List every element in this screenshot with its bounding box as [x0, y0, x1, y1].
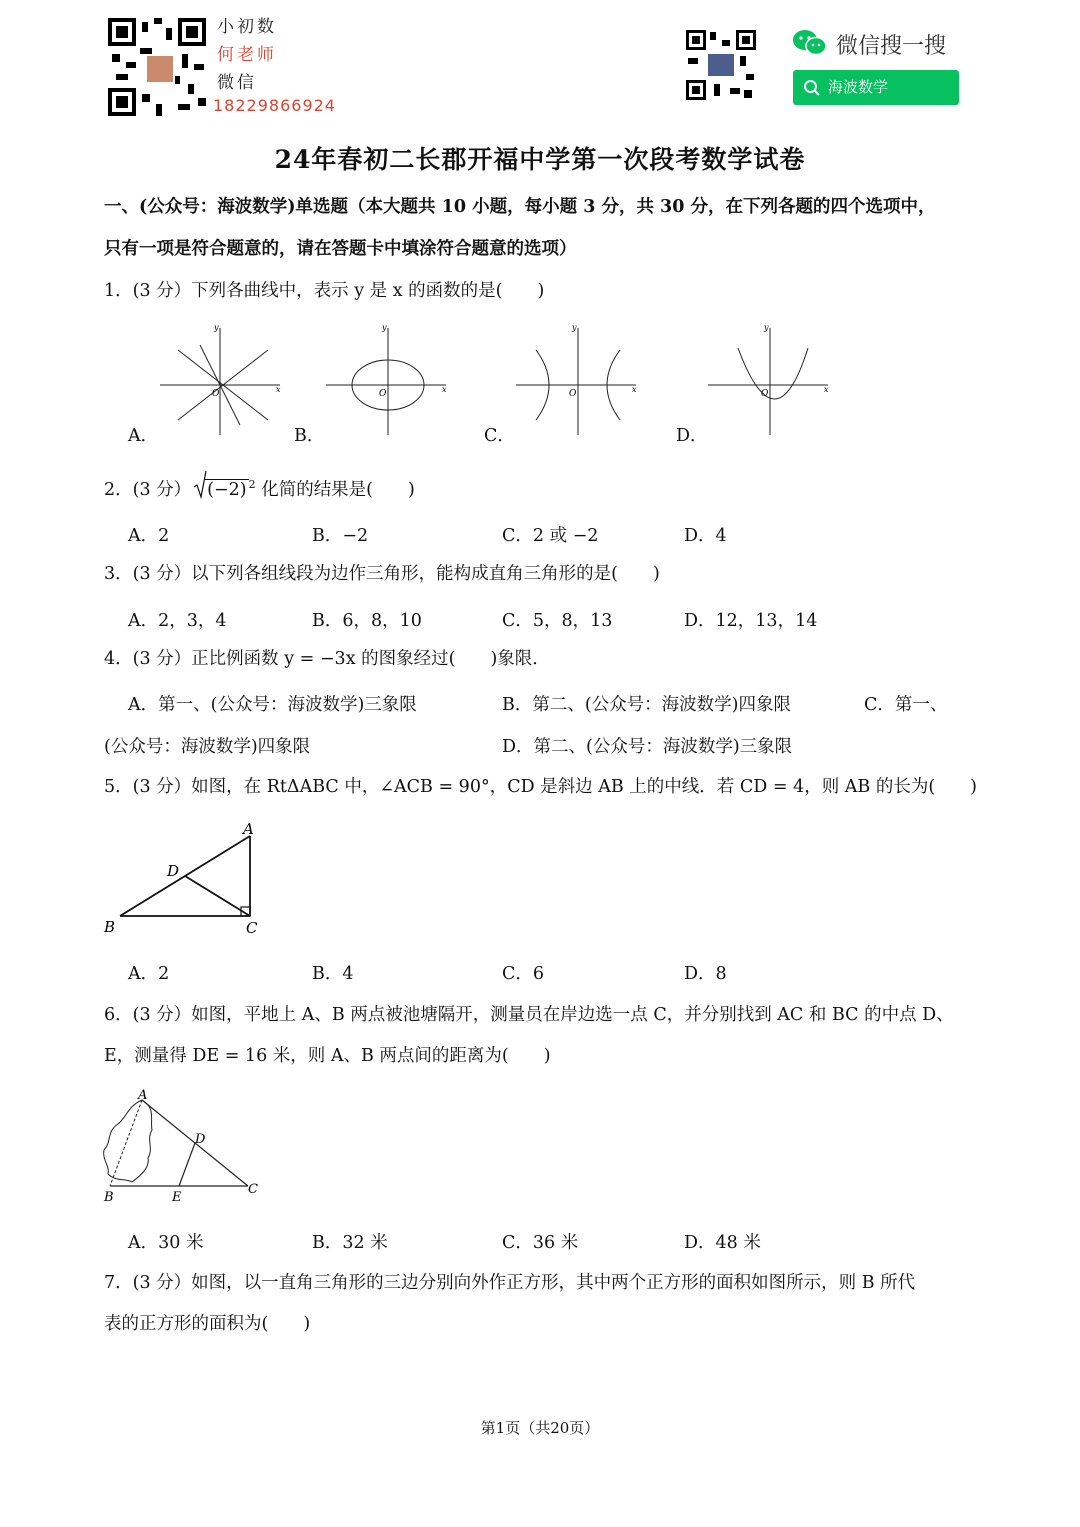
question-7-line2: 表的正方形的面积为( ) [104, 1314, 311, 1334]
search-button-label: 海波数学 [828, 78, 889, 96]
section-heading-line2: 只有一项是符合题意的，请在答题卡中填涂符合题意的选项） [104, 239, 577, 259]
question-4-text: 4．(3 分）正比例函数 y = −3x 的图象经过( )象限． [104, 649, 550, 669]
origin-label: O [761, 389, 769, 399]
question-5-text: 5．(3 分）如图，在 RtΔABC 中，∠ACB = 90°，CD 是斜边 AB 上的中线．若 CD = 4，则 AB 的长为( ) [104, 777, 977, 797]
q1-graph-a [158, 320, 288, 440]
handwritten-teacher-name: 何老师 [217, 45, 277, 65]
q2-radicand: (−2) [207, 479, 247, 500]
label-e: E [172, 1190, 182, 1205]
origin-label: O [569, 389, 577, 399]
q2-option-c[interactable]: C．2 或 −2 [502, 526, 599, 546]
q1-option-a[interactable]: A． [128, 426, 159, 446]
y-axis-label: y [214, 323, 219, 332]
q5-triangle-figure [100, 818, 270, 940]
sqrt-expression [193, 473, 255, 502]
q5-option-d[interactable]: D．8 [684, 964, 727, 984]
page-title: 24年春初二长郡开福中学第一次段考数学试卷 [274, 145, 806, 174]
x-axis-label: x [276, 385, 281, 394]
origin-label: O [212, 389, 220, 399]
q3-option-b[interactable]: B．6，8，10 [312, 611, 422, 631]
q4-option-b[interactable]: B．第二、(公众号：海波数学)四象限 [502, 695, 792, 715]
q1-option-b[interactable]: B． [294, 426, 325, 446]
q2-prefix: 2．(3 分） [104, 479, 192, 500]
question-7-line1: 7．(3 分）如图，以一直角三角形的三边分别向外作正方形，其中两个正方形的面积如图所示，则 B 所代 [104, 1273, 916, 1293]
q1-graph-c [514, 320, 644, 440]
label-d: D [195, 1132, 206, 1147]
q2-exponent: 2 [248, 478, 256, 491]
q6-option-c[interactable]: C．36 米 [502, 1233, 579, 1253]
q2-suffix: 化简的结果是( ) [255, 479, 415, 500]
x-axis-label: x [632, 385, 637, 394]
q2-option-d[interactable]: D．4 [684, 526, 727, 546]
y-axis-label: y [764, 323, 769, 332]
question-3-text: 3．(3 分）以下列各组线段为边作三角形，能构成直角三角形的是( ) [104, 564, 660, 584]
q6-pond-figure [98, 1086, 268, 1208]
q5-option-b[interactable]: B．4 [312, 964, 354, 984]
search-icon [803, 79, 821, 97]
handwritten-label-wechat: 微信 [217, 73, 257, 93]
q4-option-c-cont: (公众号：海波数学)四象限 [104, 737, 311, 757]
q5-option-c[interactable]: C．6 [502, 964, 545, 984]
q4-option-a[interactable]: A．第一、(公众号：海波数学)三象限 [128, 695, 417, 715]
question-6-line2: E，测量得 DE = 16 米，则 A、B 两点间的距离为( ) [104, 1046, 551, 1066]
q5-option-a[interactable]: A．2 [128, 964, 170, 984]
x-axis-label: x [824, 385, 829, 394]
q1-graph-b [324, 320, 454, 440]
label-d: D [167, 862, 180, 880]
q1-option-c[interactable]: C． [484, 426, 515, 446]
label-a: A [138, 1088, 148, 1103]
label-b: B [104, 1190, 114, 1205]
label-c: C [246, 919, 258, 937]
q2-option-a[interactable]: A．2 [128, 526, 170, 546]
q3-option-a[interactable]: A．2，3，4 [128, 611, 227, 631]
page-footer: 第1页（共20页） [480, 1419, 600, 1437]
q6-option-a[interactable]: A．30 米 [128, 1233, 204, 1253]
qr-code-right [686, 30, 756, 100]
q6-option-d[interactable]: D．48 米 [684, 1233, 761, 1253]
y-axis-label: y [382, 323, 387, 332]
question-2-text [104, 473, 415, 502]
wechat-logo-icon [792, 28, 828, 58]
y-axis-label: y [572, 323, 577, 332]
search-button[interactable] [793, 70, 959, 105]
q4-option-c[interactable]: C．第一、 [864, 695, 948, 715]
origin-label: O [379, 389, 387, 399]
q1-option-d[interactable]: D． [676, 426, 708, 446]
question-1-text: 1．(3 分）下列各曲线中，表示 y 是 x 的函数的是( ) [104, 281, 545, 301]
radical-sign-icon [193, 471, 207, 499]
question-6-line1: 6．(3 分）如图，平地上 A、B 两点被池塘隔开，测量员在岸边选一点 C，并分别找到 AC 和 BC 的中点 D、 [104, 1005, 954, 1025]
q2-option-b[interactable]: B．−2 [312, 526, 369, 546]
label-a: A [243, 820, 254, 838]
handwritten-label-1: 小初数 [217, 17, 277, 37]
x-axis-label: x [442, 385, 447, 394]
q6-option-b[interactable]: B．32 米 [312, 1233, 388, 1253]
wechat-search-title: 微信搜一搜 [836, 34, 947, 59]
label-c: C [248, 1182, 258, 1197]
handwritten-phone: 18229866924 [213, 96, 336, 115]
q1-graph-d [706, 320, 836, 440]
q3-option-c[interactable]: C．5，8，13 [502, 611, 613, 631]
qr-code-left [108, 18, 206, 116]
section-heading-line1: 一、(公众号：海波数学)单选题（本大题共 10 小题，每小题 3 分，共 30 分，在下列各题的四个选项中， [104, 197, 936, 217]
label-b: B [104, 918, 116, 936]
q4-option-d[interactable]: D．第二、(公众号：海波数学)三象限 [502, 737, 793, 757]
q3-option-d[interactable]: D．12，13，14 [684, 611, 818, 631]
